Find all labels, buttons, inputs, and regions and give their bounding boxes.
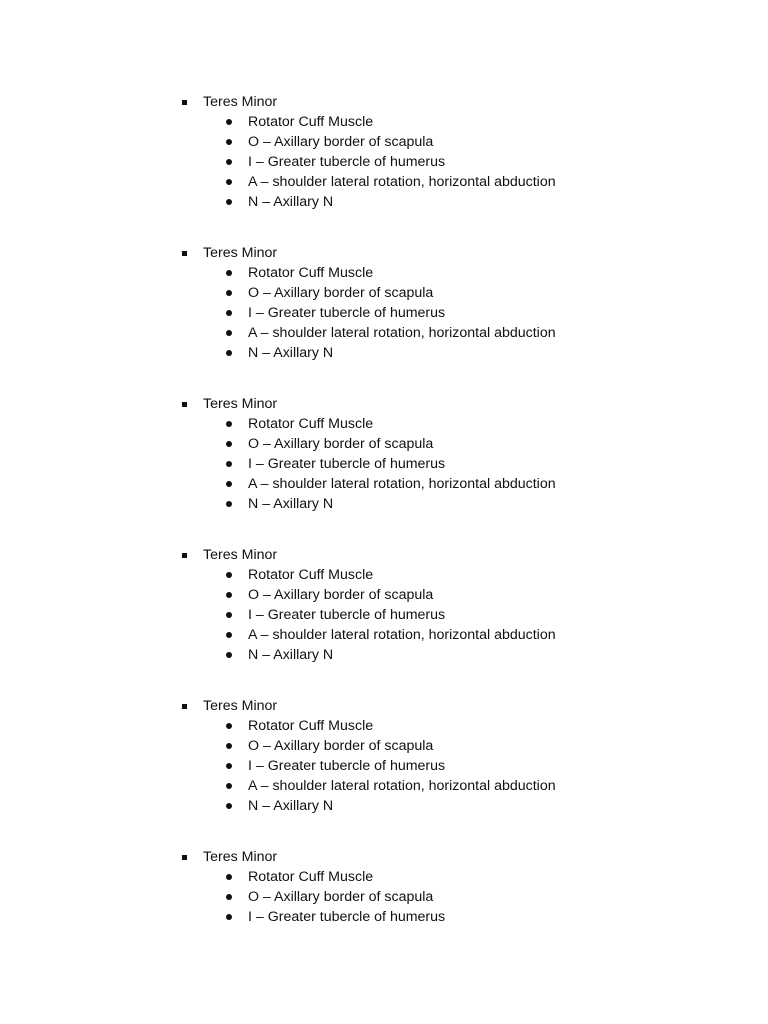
list-heading-item (0, 243, 768, 263)
square-bullet-icon (182, 553, 187, 558)
list-item-text: I – Greater tubercle of humerus (248, 607, 446, 623)
list-item (0, 132, 768, 152)
round-bullet-icon (226, 743, 232, 749)
list-block (0, 696, 768, 847)
round-bullet-icon (226, 894, 232, 900)
list-item (0, 776, 768, 796)
round-bullet-icon (226, 330, 232, 336)
list-item (0, 756, 768, 776)
heading-text: Teres Minor (203, 698, 278, 714)
list-item (0, 796, 768, 816)
bullet-list (0, 92, 768, 998)
round-bullet-icon (226, 481, 232, 487)
list-item (0, 605, 768, 625)
list-block (0, 545, 768, 696)
square-bullet-icon (182, 855, 187, 860)
list-item-text: O – Axillary border of scapula (248, 889, 434, 905)
heading-text: Teres Minor (203, 245, 278, 261)
list-item (0, 414, 768, 434)
round-bullet-icon (226, 310, 232, 316)
round-bullet-icon (226, 441, 232, 447)
list-item-text: O – Axillary border of scapula (248, 738, 434, 754)
square-bullet-icon (182, 251, 187, 256)
round-bullet-icon (226, 139, 232, 145)
round-bullet-icon (226, 723, 232, 729)
list-item (0, 716, 768, 736)
list-item-text: O – Axillary border of scapula (248, 436, 434, 452)
list-item (0, 867, 768, 887)
round-bullet-icon (226, 159, 232, 165)
list-item-text: Rotator Cuff Muscle (248, 265, 374, 281)
list-item (0, 263, 768, 283)
list-item (0, 152, 768, 172)
list-item (0, 172, 768, 192)
heading-text: Teres Minor (203, 547, 278, 563)
round-bullet-icon (226, 350, 232, 356)
list-block (0, 243, 768, 394)
round-bullet-icon (226, 612, 232, 618)
list-item (0, 585, 768, 605)
list-item-text: O – Axillary border of scapula (248, 134, 434, 150)
list-item-text: A – shoulder lateral rotation, horizontal abduction (248, 778, 556, 794)
heading-text: Teres Minor (203, 396, 278, 412)
list-item-text: N – Axillary N (248, 496, 334, 512)
list-item-text: I – Greater tubercle of humerus (248, 909, 446, 925)
list-item (0, 303, 768, 323)
list-heading-item (0, 545, 768, 565)
list-item-text: I – Greater tubercle of humerus (248, 456, 446, 472)
list-item (0, 283, 768, 303)
list-item (0, 907, 768, 927)
list-item-text: Rotator Cuff Muscle (248, 567, 374, 583)
round-bullet-icon (226, 783, 232, 789)
round-bullet-icon (226, 914, 232, 920)
round-bullet-icon (226, 803, 232, 809)
list-item-text: A – shoulder lateral rotation, horizontal abduction (248, 476, 556, 492)
list-item-text: A – shoulder lateral rotation, horizontal abduction (248, 174, 556, 190)
round-bullet-icon (226, 592, 232, 598)
list-item (0, 887, 768, 907)
list-item (0, 625, 768, 645)
round-bullet-icon (226, 501, 232, 507)
list-item-text: Rotator Cuff Muscle (248, 416, 374, 432)
list-block (0, 847, 768, 998)
list-item (0, 112, 768, 132)
list-item (0, 454, 768, 474)
list-item-text: Rotator Cuff Muscle (248, 114, 374, 130)
list-heading-item (0, 847, 768, 867)
list-item-text: O – Axillary border of scapula (248, 587, 434, 603)
round-bullet-icon (226, 179, 232, 185)
round-bullet-icon (226, 119, 232, 125)
list-item-text: N – Axillary N (248, 647, 334, 663)
list-item (0, 192, 768, 212)
list-item-text: Rotator Cuff Muscle (248, 869, 374, 885)
list-item-text: A – shoulder lateral rotation, horizontal abduction (248, 325, 556, 341)
list-item (0, 323, 768, 343)
heading-text: Teres Minor (203, 849, 278, 865)
list-item-text: I – Greater tubercle of humerus (248, 305, 446, 321)
list-item (0, 494, 768, 514)
list-item-text: N – Axillary N (248, 798, 334, 814)
list-item-text: A – shoulder lateral rotation, horizontal abduction (248, 627, 556, 643)
list-item (0, 736, 768, 756)
square-bullet-icon (182, 704, 187, 709)
list-heading-item (0, 394, 768, 414)
list-block (0, 394, 768, 545)
round-bullet-icon (226, 421, 232, 427)
list-item (0, 474, 768, 494)
list-item (0, 565, 768, 585)
list-block (0, 92, 768, 243)
round-bullet-icon (226, 763, 232, 769)
round-bullet-icon (226, 199, 232, 205)
list-item-text: Rotator Cuff Muscle (248, 718, 374, 734)
round-bullet-icon (226, 572, 232, 578)
round-bullet-icon (226, 290, 232, 296)
round-bullet-icon (226, 270, 232, 276)
round-bullet-icon (226, 632, 232, 638)
heading-text: Teres Minor (203, 94, 278, 110)
round-bullet-icon (226, 652, 232, 658)
list-item-text: O – Axillary border of scapula (248, 285, 434, 301)
list-item (0, 645, 768, 665)
list-heading-item (0, 696, 768, 716)
square-bullet-icon (182, 100, 187, 105)
list-heading-item (0, 92, 768, 112)
round-bullet-icon (226, 461, 232, 467)
list-item-text: N – Axillary N (248, 194, 334, 210)
list-item-text: I – Greater tubercle of humerus (248, 154, 446, 170)
list-item (0, 434, 768, 454)
square-bullet-icon (182, 402, 187, 407)
list-item-text: I – Greater tubercle of humerus (248, 758, 446, 774)
list-item (0, 343, 768, 363)
round-bullet-icon (226, 874, 232, 880)
list-item-text: N – Axillary N (248, 345, 334, 361)
